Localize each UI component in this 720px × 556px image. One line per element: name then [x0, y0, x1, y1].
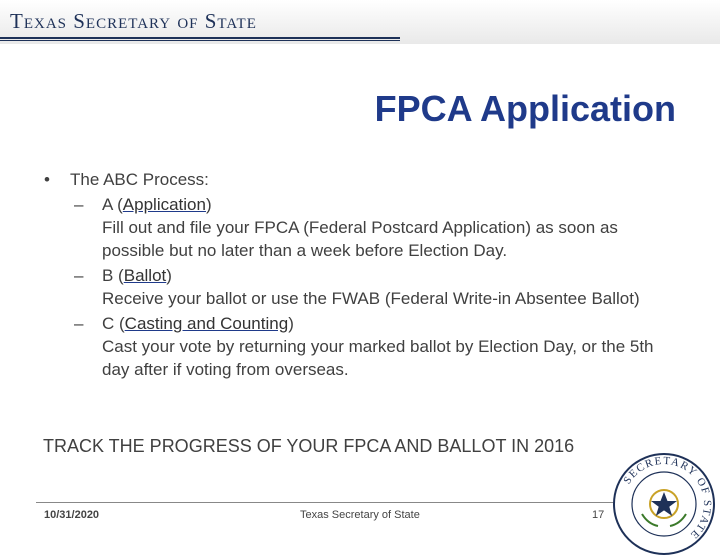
header-rule: [0, 37, 400, 39]
application-link[interactable]: Application: [122, 195, 206, 214]
bullet-dot-icon: •: [44, 170, 50, 189]
sub-item-suffix: ): [205, 195, 212, 214]
bullet-abc-process: [44, 168, 684, 191]
sub-item-prefix: B (: [102, 266, 124, 285]
sub-item-prefix: C (: [102, 314, 125, 333]
texas-state-seal-icon: [612, 452, 716, 556]
dash-icon: –: [74, 266, 84, 285]
bullet-text: The ABC Process:: [70, 170, 209, 189]
dash-icon: –: [74, 314, 84, 333]
sub-item-c: [74, 312, 684, 381]
seal-text: SECRETARY OF STATE: [621, 454, 714, 542]
footer-divider: [36, 502, 616, 503]
casting-counting-link[interactable]: Casting and Counting: [124, 314, 289, 333]
sub-item-prefix: A (: [102, 195, 123, 214]
slide-content: [44, 168, 684, 381]
sub-item-suffix: ): [288, 314, 294, 333]
sub-item-heading: [102, 264, 684, 287]
footer-page-number: 17: [592, 509, 605, 521]
sub-item-heading: [102, 193, 684, 216]
dash-icon: –: [74, 195, 84, 214]
sub-item-heading: [102, 312, 684, 335]
sub-item-description: Receive your ballot or use the FWAB (Federal Write-in Absentee Ballot): [102, 289, 640, 308]
sub-item-b: [74, 264, 684, 310]
sub-item-a: [74, 193, 684, 262]
header-title: Texas Secretary of State: [10, 9, 257, 33]
sub-item-description: Fill out and file your FPCA (Federal Postcard Application) as soon as possible but no later than a week before Election Day.: [102, 218, 618, 260]
header-rule-thin: [0, 40, 400, 41]
ballot-link[interactable]: Ballot: [123, 266, 167, 285]
track-progress-text: TRACK THE PROGRESS OF YOUR FPCA AND BALLOT IN 2016: [43, 436, 575, 456]
slide-title: FPCA Application: [374, 88, 676, 129]
footer-date: 10/31/2020: [44, 509, 100, 521]
sub-item-description: Cast your vote by returning your marked ballot by Election Day, or the 5th day after if voting from overseas.: [102, 337, 654, 379]
footer-org: Texas Secretary of State: [300, 509, 420, 521]
sub-item-suffix: ): [166, 266, 172, 285]
